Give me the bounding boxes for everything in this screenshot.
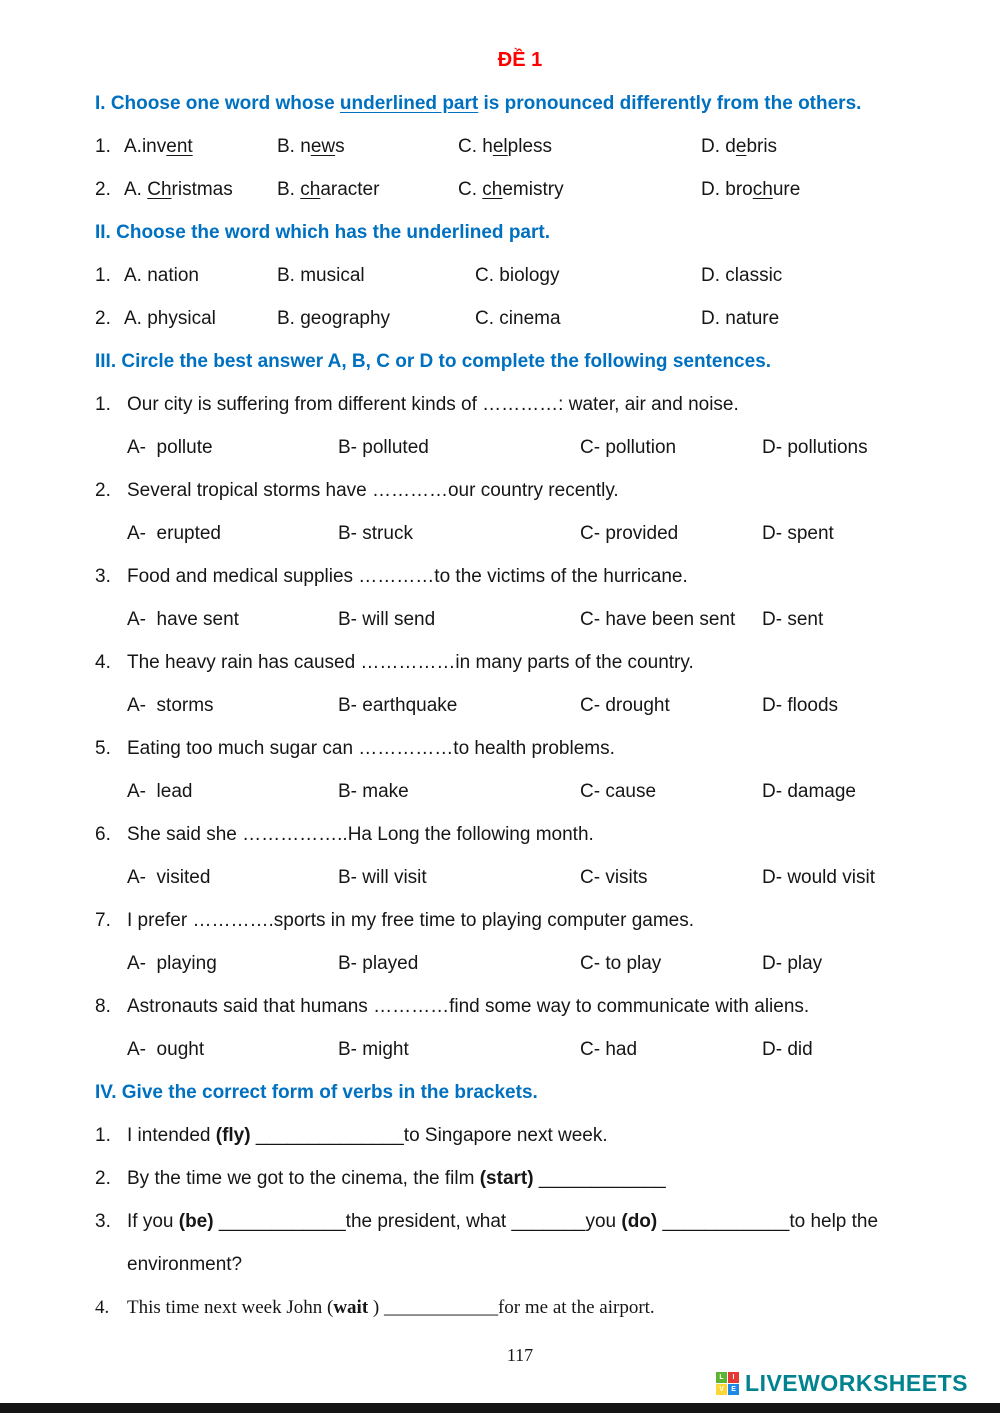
question-number: 3. bbox=[95, 566, 111, 587]
option-a: A- pollute bbox=[127, 437, 213, 458]
question-text: I prefer ………….sports in my free time to playing computer games. bbox=[127, 910, 695, 931]
question-stem bbox=[95, 555, 945, 598]
question-text: Astronauts said that humans …………find some way to communicate with aliens. bbox=[127, 996, 810, 1017]
heading-text: I. Choose one word whose bbox=[95, 93, 340, 114]
text-segment: ) ____________for me at the airport. bbox=[368, 1297, 655, 1318]
question-text: Food and medical supplies …………to the victims of the hurricane. bbox=[127, 566, 688, 587]
brand-text: LIVEWORKSHEETS bbox=[745, 1370, 968, 1396]
text-segment: This time next week John ( bbox=[127, 1297, 334, 1318]
option-b: B- polluted bbox=[338, 437, 429, 458]
options-row bbox=[95, 942, 945, 985]
section2-heading: II. Choose the word which has the underlined part. bbox=[95, 222, 550, 243]
options-row bbox=[95, 426, 945, 469]
text-segment: I intended bbox=[127, 1125, 216, 1146]
option-a: A- visited bbox=[127, 867, 211, 888]
text-segment: ____________the president, what _______you bbox=[213, 1211, 622, 1232]
question-number: 7. bbox=[95, 910, 111, 931]
option-label: A. bbox=[124, 179, 148, 200]
option-a: A- have sent bbox=[127, 609, 239, 630]
question-number: 1. bbox=[95, 1125, 111, 1146]
question-stem bbox=[95, 727, 945, 770]
options-row bbox=[95, 1028, 945, 1071]
word-part: d bbox=[725, 136, 736, 157]
word-underlined-part: ch bbox=[300, 179, 321, 200]
fill-in-question bbox=[95, 1286, 945, 1329]
option-b: B- will send bbox=[338, 609, 436, 630]
verb-in-brackets: (fly) bbox=[215, 1125, 251, 1146]
text-segment: If you bbox=[127, 1211, 179, 1232]
word-underlined-part: ent bbox=[166, 136, 193, 157]
question-number: 1. bbox=[95, 136, 111, 157]
verb-in-brackets: (be) bbox=[178, 1211, 214, 1232]
text-segment: ____________to help the environment? bbox=[127, 1211, 884, 1275]
option-c: C. cinema bbox=[475, 308, 561, 329]
bottom-strip bbox=[0, 1403, 1000, 1413]
word-underlined-part: ch bbox=[752, 179, 773, 200]
word-part: bris bbox=[746, 136, 778, 157]
option-b: B- played bbox=[338, 953, 419, 974]
word-part: pless bbox=[507, 136, 553, 157]
option-c: C- pollution bbox=[580, 437, 677, 458]
word-part: inv bbox=[141, 136, 167, 157]
question-stem bbox=[95, 469, 945, 512]
question-text bbox=[127, 1157, 945, 1200]
option-b: B- might bbox=[338, 1039, 409, 1060]
option-a: A- ought bbox=[127, 1039, 205, 1060]
section4-heading: IV. Give the correct form of verbs in the brackets. bbox=[95, 1082, 538, 1103]
option-d bbox=[701, 168, 800, 211]
option-a bbox=[124, 125, 277, 168]
word-part: ure bbox=[772, 179, 801, 200]
question-number: 4. bbox=[95, 1297, 110, 1318]
question-number: 6. bbox=[95, 824, 111, 845]
text-segment: By the time we got to the cinema, the film bbox=[127, 1168, 480, 1189]
option-d: D- play bbox=[762, 953, 823, 974]
options-row bbox=[95, 684, 945, 727]
option-b: B- struck bbox=[338, 523, 413, 544]
question-row bbox=[95, 125, 945, 168]
question-number: 2. bbox=[95, 179, 111, 200]
word-part: bro bbox=[725, 179, 753, 200]
icon-square-green: L bbox=[716, 1372, 727, 1383]
question-text bbox=[127, 1200, 945, 1286]
option-a: A. physical bbox=[124, 308, 216, 329]
word-part: n bbox=[300, 136, 311, 157]
question-number: 2. bbox=[95, 1168, 111, 1189]
option-b: B. geography bbox=[277, 308, 391, 329]
option-c: C- to play bbox=[580, 953, 662, 974]
fill-in-question bbox=[95, 1114, 945, 1157]
question-number: 1. bbox=[95, 265, 111, 286]
liveworksheets-icon bbox=[716, 1372, 739, 1395]
question-number: 1. bbox=[95, 394, 111, 415]
page-title: ĐỀ 1 bbox=[497, 49, 543, 71]
option-a bbox=[124, 168, 277, 211]
option-c bbox=[458, 125, 701, 168]
word-underlined-part: ew bbox=[310, 136, 336, 157]
option-label: B. bbox=[277, 179, 301, 200]
word-part: aracter bbox=[320, 179, 380, 200]
question-stem bbox=[95, 383, 945, 426]
question-number: 2. bbox=[95, 480, 111, 501]
option-c bbox=[458, 168, 701, 211]
word-part: h bbox=[482, 136, 493, 157]
option-c: C- visits bbox=[580, 867, 648, 888]
question-text: The heavy rain has caused ……………in many parts of the country. bbox=[127, 652, 694, 673]
options-row bbox=[95, 856, 945, 899]
question-stem bbox=[95, 899, 945, 942]
question-number: 5. bbox=[95, 738, 111, 759]
option-a: A. nation bbox=[124, 265, 199, 286]
option-d bbox=[701, 125, 777, 168]
question-text bbox=[127, 1286, 945, 1329]
word-part: emistry bbox=[502, 179, 564, 200]
liveworksheets-logo[interactable] bbox=[716, 1370, 968, 1397]
question-text: Several tropical storms have …………our country recently. bbox=[127, 480, 619, 501]
option-b bbox=[277, 125, 458, 168]
option-d: D. classic bbox=[701, 265, 783, 286]
option-label: D. bbox=[701, 136, 726, 157]
option-c: C- have been sent bbox=[580, 609, 736, 630]
question-text: Our city is suffering from different kinds of …………: water, air and noise. bbox=[127, 394, 739, 415]
verb-in-brackets: (do) bbox=[621, 1211, 658, 1232]
word-part: ristmas bbox=[171, 179, 233, 200]
option-b bbox=[277, 168, 458, 211]
question-stem bbox=[95, 641, 945, 684]
question-text: Eating too much sugar can ……………to health problems. bbox=[127, 738, 615, 759]
option-c: C- provided bbox=[580, 523, 679, 544]
fill-in-question bbox=[95, 1157, 945, 1200]
question-text: She said she ……………..Ha Long the following month. bbox=[127, 824, 594, 845]
fill-in-question bbox=[95, 1200, 945, 1286]
option-a: A- erupted bbox=[127, 523, 221, 544]
option-a: A- playing bbox=[127, 953, 217, 974]
options-row bbox=[95, 770, 945, 813]
option-d: D. nature bbox=[701, 308, 780, 329]
question-number: 8. bbox=[95, 996, 111, 1017]
option-b: B- will visit bbox=[338, 867, 427, 888]
question-number: 2. bbox=[95, 308, 111, 329]
question-text bbox=[127, 1114, 945, 1157]
icon-square-blue: E bbox=[728, 1384, 739, 1395]
option-d: D- spent bbox=[762, 523, 834, 544]
word-underlined-part: Ch bbox=[147, 179, 172, 200]
option-d: D- floods bbox=[762, 695, 839, 716]
verb-in-brackets: wait bbox=[333, 1297, 369, 1318]
question-row bbox=[95, 168, 945, 211]
option-d: D- sent bbox=[762, 609, 824, 630]
option-c: C. biology bbox=[475, 265, 560, 286]
option-label: D. bbox=[701, 179, 726, 200]
option-b: B- make bbox=[338, 781, 409, 802]
word-underlined-part: el bbox=[492, 136, 508, 157]
option-d: D- would visit bbox=[762, 867, 875, 888]
option-c: C- drought bbox=[580, 695, 670, 716]
text-segment: ______________to Singapore next week. bbox=[250, 1125, 608, 1146]
word-part: s bbox=[335, 136, 345, 157]
option-c: C- had bbox=[580, 1039, 638, 1060]
options-row bbox=[95, 512, 945, 555]
question-row bbox=[95, 254, 945, 297]
option-label: B. bbox=[277, 136, 301, 157]
option-d: D- did bbox=[762, 1039, 813, 1060]
option-b: B. musical bbox=[277, 265, 365, 286]
question-number: 4. bbox=[95, 652, 111, 673]
option-a: A- lead bbox=[127, 781, 193, 802]
question-stem bbox=[95, 813, 945, 856]
icon-square-yellow: V bbox=[716, 1384, 727, 1395]
options-row bbox=[95, 598, 945, 641]
option-d: D- damage bbox=[762, 781, 856, 802]
question-stem bbox=[95, 985, 945, 1028]
option-a: A- storms bbox=[127, 695, 214, 716]
verb-in-brackets: (start) bbox=[479, 1168, 534, 1189]
heading-text: is pronounced differently from the others. bbox=[478, 93, 862, 114]
option-label: C. bbox=[458, 136, 483, 157]
section3-heading: III. Circle the best answer A, B, C or D to complete the following sentences. bbox=[95, 351, 772, 372]
icon-square-red: I bbox=[728, 1372, 739, 1383]
option-b: B- earthquake bbox=[338, 695, 458, 716]
heading-underlined-text: underlined part bbox=[339, 93, 479, 114]
section1-heading bbox=[95, 82, 945, 125]
option-d: D- pollutions bbox=[762, 437, 868, 458]
word-underlined-part: e bbox=[735, 136, 747, 157]
option-label: A. bbox=[124, 136, 142, 157]
option-c: C- cause bbox=[580, 781, 657, 802]
option-label: C. bbox=[458, 179, 483, 200]
page-number: 117 bbox=[506, 1345, 534, 1365]
question-number: 3. bbox=[95, 1211, 111, 1232]
text-segment: ____________ bbox=[533, 1168, 666, 1189]
word-underlined-part: ch bbox=[482, 179, 503, 200]
question-row bbox=[95, 297, 945, 340]
